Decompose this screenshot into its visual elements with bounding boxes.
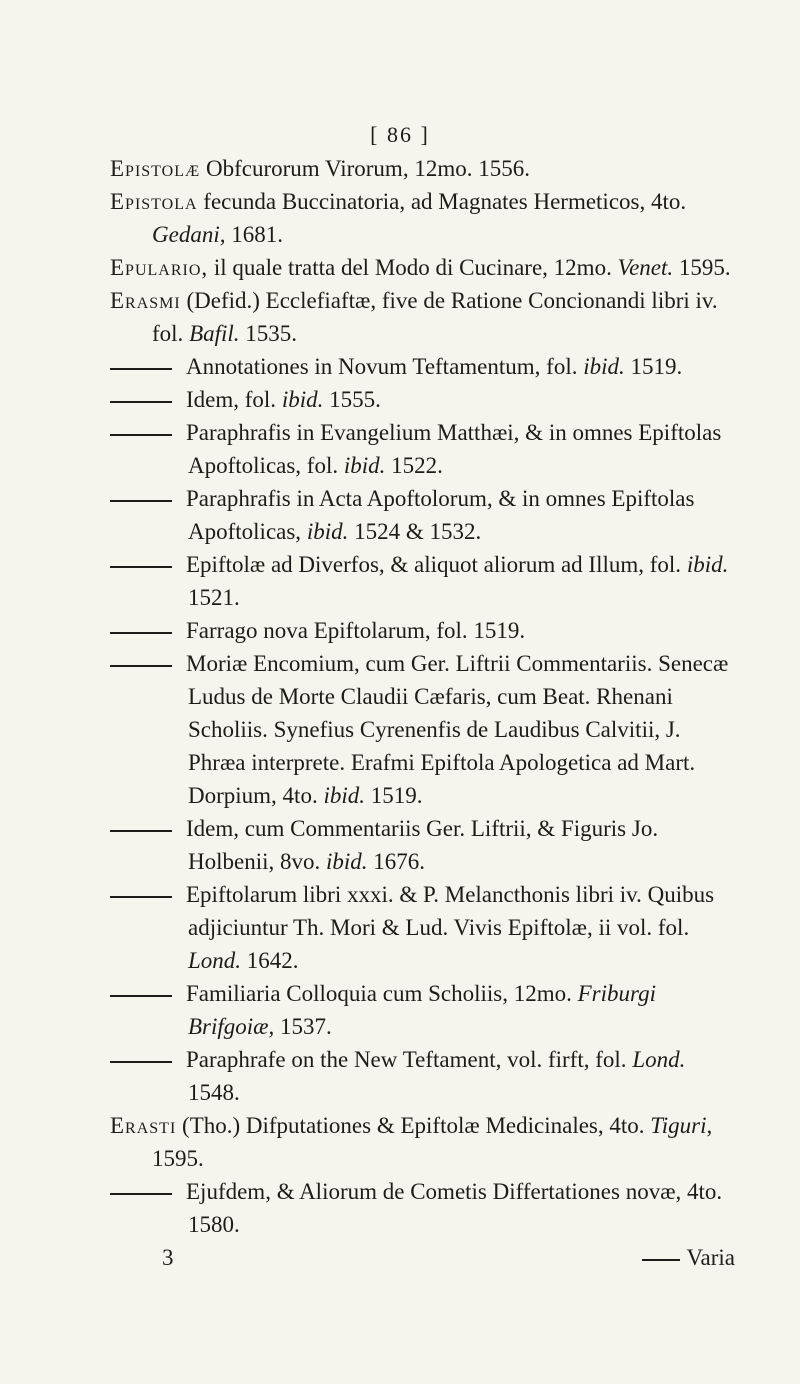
catalogue-subentry [110, 1175, 735, 1241]
entry-place: ibid. [306, 519, 349, 544]
catalogue-entry [110, 284, 735, 350]
entry-date: 1555. [323, 387, 381, 412]
catalogue-entry [110, 1109, 735, 1175]
catalogue-entry [110, 152, 735, 185]
entry-text: Annotationes in Novum Teftamentum, fol. [186, 354, 584, 379]
entry-place: ibid. [686, 552, 729, 577]
entry-text: Paraphrafis in Evangelium Matthæi, & in omnes Epiftolas Apoftolicas, fol. [186, 420, 722, 478]
signature-mark: 3 [162, 1245, 174, 1270]
catalogue-subentry [110, 977, 735, 1043]
entry-text: Paraphrafe on the New Teftament, vol. firft, fol. [186, 1047, 633, 1072]
entry-text: Idem, fol. [186, 387, 282, 412]
catalogue-subentry [110, 812, 735, 878]
entry-place: ibid. [323, 783, 365, 808]
catalogue-subentry [110, 647, 735, 812]
entry-date: 1519. [624, 354, 683, 379]
catalogue-text [110, 152, 735, 1274]
catalogue-subentry [110, 482, 735, 548]
entry-place: ibid. [343, 453, 386, 478]
catchword-text: Varia [686, 1245, 735, 1270]
entry-place: ibid. [281, 387, 324, 412]
catalogue-entry [110, 185, 735, 251]
entry-place: Bafil. [189, 321, 240, 346]
entry-date: 1595. [673, 255, 731, 280]
entry-text: Paraphrafis in Acta Apoftolorum, & in omnes Epiftolas Apoftolicas, [186, 486, 695, 544]
entry-date: 1595. [152, 1146, 204, 1171]
entry-date: 1537. [274, 1014, 332, 1039]
entry-text: (Tho.) Difputationes & Epiftolæ Medicinales, 4to. [176, 1113, 651, 1138]
entry-date: 1642. [241, 948, 299, 973]
ditto-dash [110, 1061, 172, 1063]
entry-text: Idem, cum Commentariis Ger. Liftrii, & Figuris Jo. Holbenii, 8vo. [186, 816, 659, 874]
entry-text: Epiftolæ ad Diverfos, & aliquot aliorum ad Illum, fol. [186, 552, 687, 577]
entry-date: 1681. [225, 222, 283, 247]
catalogue-subentry [110, 548, 735, 614]
catchword [642, 1241, 735, 1274]
catalogue-subentry [110, 350, 735, 383]
entry-heading: Erasti [110, 1113, 177, 1138]
ditto-dash [110, 368, 172, 370]
entry-heading: Epistolæ [110, 156, 201, 181]
entry-text: fecunda Buccinatoria, ad Magnates Hermeticos, 4to. [197, 189, 687, 214]
entry-heading: Epistola [110, 189, 198, 214]
entry-text: (Defid.) Ecclefiaftæ, five de Ratione Concionandi libri iv. fol. [152, 288, 718, 346]
page-footer [110, 1241, 735, 1274]
entry-date: 1524 & 1532. [348, 519, 482, 544]
entry-place: Lond. [188, 948, 242, 973]
entry-text: Ejufdem, & Aliorum de Cometis Differtationes novæ, 4to. 1580. [186, 1179, 723, 1237]
catalogue-entry [110, 251, 735, 284]
catalogue-subentry [110, 1043, 735, 1109]
entry-date: 1676. [367, 849, 426, 874]
entry-date: 1522. [385, 453, 443, 478]
entry-place: ibid. [583, 354, 625, 379]
entry-date: 1548. [188, 1080, 240, 1105]
catalogue-subentry [110, 614, 735, 647]
ditto-dash [110, 896, 172, 898]
entry-place: Friburgi Brifgoiæ, [188, 981, 656, 1039]
entry-heading: Erasmi [110, 288, 181, 313]
entry-place: Tiguri, [650, 1113, 713, 1138]
ditto-dash [110, 665, 172, 667]
entry-text: Epiftolarum libri xxxi. & P. Melancthonis libri iv. Quibus adjiciuntur Th. Mori & Lud. Vivis Epiftolæ, ii vol. fol. [186, 882, 715, 940]
catalogue-subentry [110, 878, 735, 977]
entry-heading: Epulario, [110, 255, 209, 280]
catalogue-subentry [110, 416, 735, 482]
entry-text: Familiaria Colloquia cum Scholiis, 12mo. [186, 981, 578, 1006]
entry-place: Gedani, [152, 222, 226, 247]
entry-date: 1535. [239, 321, 298, 346]
ditto-dash [110, 632, 172, 634]
ditto-dash [110, 500, 172, 502]
entry-text: Obfcurorum Virorum, 12mo. 1556. [200, 156, 530, 181]
entry-date: 1519. [364, 783, 423, 808]
entry-text: il quale tratta del Modo di Cucinare, 12mo. [208, 255, 618, 280]
page-number: [ 86 ] [370, 122, 430, 147]
ditto-dash [110, 995, 172, 997]
catalogue-subentry [110, 383, 735, 416]
ditto-dash [110, 434, 172, 436]
entry-place: Venet. [617, 255, 674, 280]
ditto-dash [110, 401, 172, 403]
entry-place: Lond. [632, 1047, 686, 1072]
entry-date: 1521. [188, 585, 240, 610]
ditto-dash [110, 566, 172, 568]
ditto-dash [110, 830, 172, 832]
entry-text: Moriæ Encomium, cum Ger. Liftrii Commentariis. Senecæ Ludus de Morte Claudii Cæfaris, cum Beat. Rhenani Scholiis. Synefius Cyrenenfis de Laudibus Calvitii, J. Phræa interprete. Erafmi Epiftola Apologetica ad Mart. Dorpium, 4to. [186, 651, 729, 808]
ditto-dash [110, 1193, 172, 1195]
entry-place: ibid. [326, 849, 368, 874]
ditto-dash [642, 1259, 680, 1261]
entry-text: Farrago nova Epiftolarum, fol. 1519. [186, 618, 526, 643]
